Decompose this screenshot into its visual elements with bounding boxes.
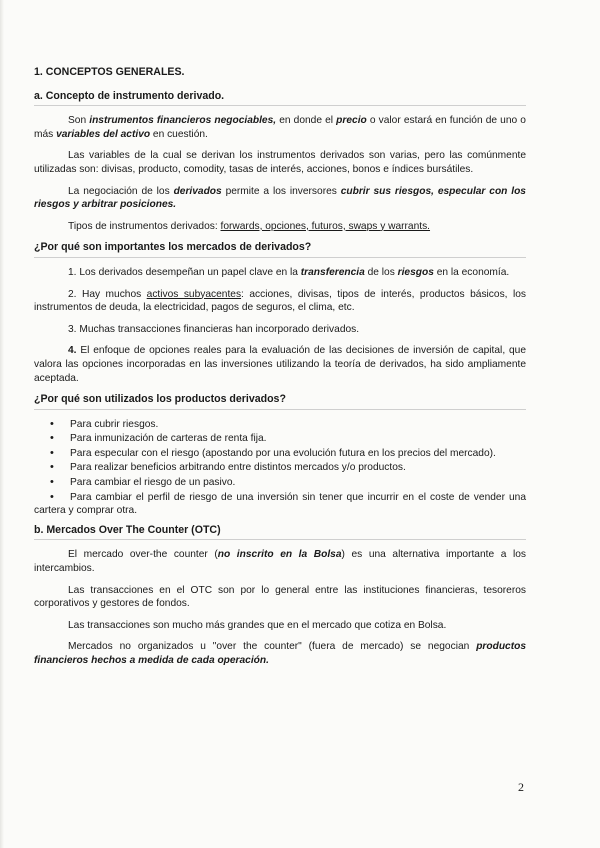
paragraph-otc-size: Las transacciones son mucho más grandes que en el mercado que cotiza en Bolsa. [68,619,447,631]
page-number: 2 [518,780,524,794]
list-item: • Para cambiar el riesgo de un pasivo. [34,476,526,490]
paragraph-otc-participants: Las transacciones en el OTC son por lo general entre las instituciones financieras, tesoreros corporativos y gestores de fondos. [34,584,526,610]
list-item: • Para realizar beneficios arbitrando entre distintos mercados y/o productos. [34,461,526,475]
document-body [34,66,526,676]
question-importance-title: ¿Por qué son importantes los mercados de derivados? [34,241,526,258]
list-item: • Para cubrir riesgos. [34,418,526,432]
section-title: 1. CONCEPTOS GENERALES. [34,66,185,78]
paragraph-definition: Son instrumentos financieros negociables, en donde el precio o valor estará en función de uno o más variables del activo en cuestión. [34,115,526,140]
question-usage-title: ¿Por qué son utilizados los productos derivados? [34,393,526,410]
importance-item-2: 2. Hay muchos activos subyacentes: acciones, divisas, tipos de interés, productos básicos, los instrumentos de deuda, la electricidad, pagos de seguros, el clima, etc. [34,288,526,314]
importance-item-3: 3. Muchas transacciones financieras han incorporado derivados. [68,323,360,335]
page-edge-shadow [0,0,4,848]
paragraph-negotiation: La negociación de los derivados permite a los inversores cubrir sus riesgos, especular con los riesgos y arbitrar posiciones. [34,185,526,211]
paragraph-otc-definition: El mercado over-the counter (no inscrito en la Bolsa) es una alternativa importante a los intercambios. [34,549,526,575]
subsection-b-title: b. Mercados Over The Counter (OTC) [34,524,526,541]
subsection-a-title: a. Concepto de instrumento derivado. [34,90,526,107]
list-item: • Para especular con el riesgo (apostando por una evolución futura en los precios del mercado). [34,447,526,461]
paragraph-types: Tipos de instrumentos derivados: forwards, opciones, futuros, swaps y warrants. [68,220,431,232]
list-item: • Para cambiar el perfil de riesgo de una inversión sin tener que incurrir en el coste de vender una cartera y comprar otra. [34,491,526,518]
list-item: • Para inmunización de carteras de renta fija. [34,432,526,446]
usage-list [34,418,526,518]
paragraph-variables: Las variables de la cual se derivan los instrumentos derivados son varias, pero las comúnmente utilizadas son: divisas, producto, comodity, tasas de interés, acciones, bonos e índices bursátiles. [34,150,526,175]
importance-item-1: 1. Los derivados desempeñan un papel clave en la transferencia de los riesgos en la economía. [68,266,510,278]
paragraph-otc-custom: Mercados no organizados u "over the counter" (fuera de mercado) se negocian productos financieros hechos a medida de cada operación. [34,641,526,666]
importance-item-4: 4. El enfoque de opciones reales para la evaluación de las decisiones de inversión de capital, que valora las opciones incorporadas en las inversiones utilizando la teoría de derivados, ha sido ampliamente aceptada. [34,345,526,384]
